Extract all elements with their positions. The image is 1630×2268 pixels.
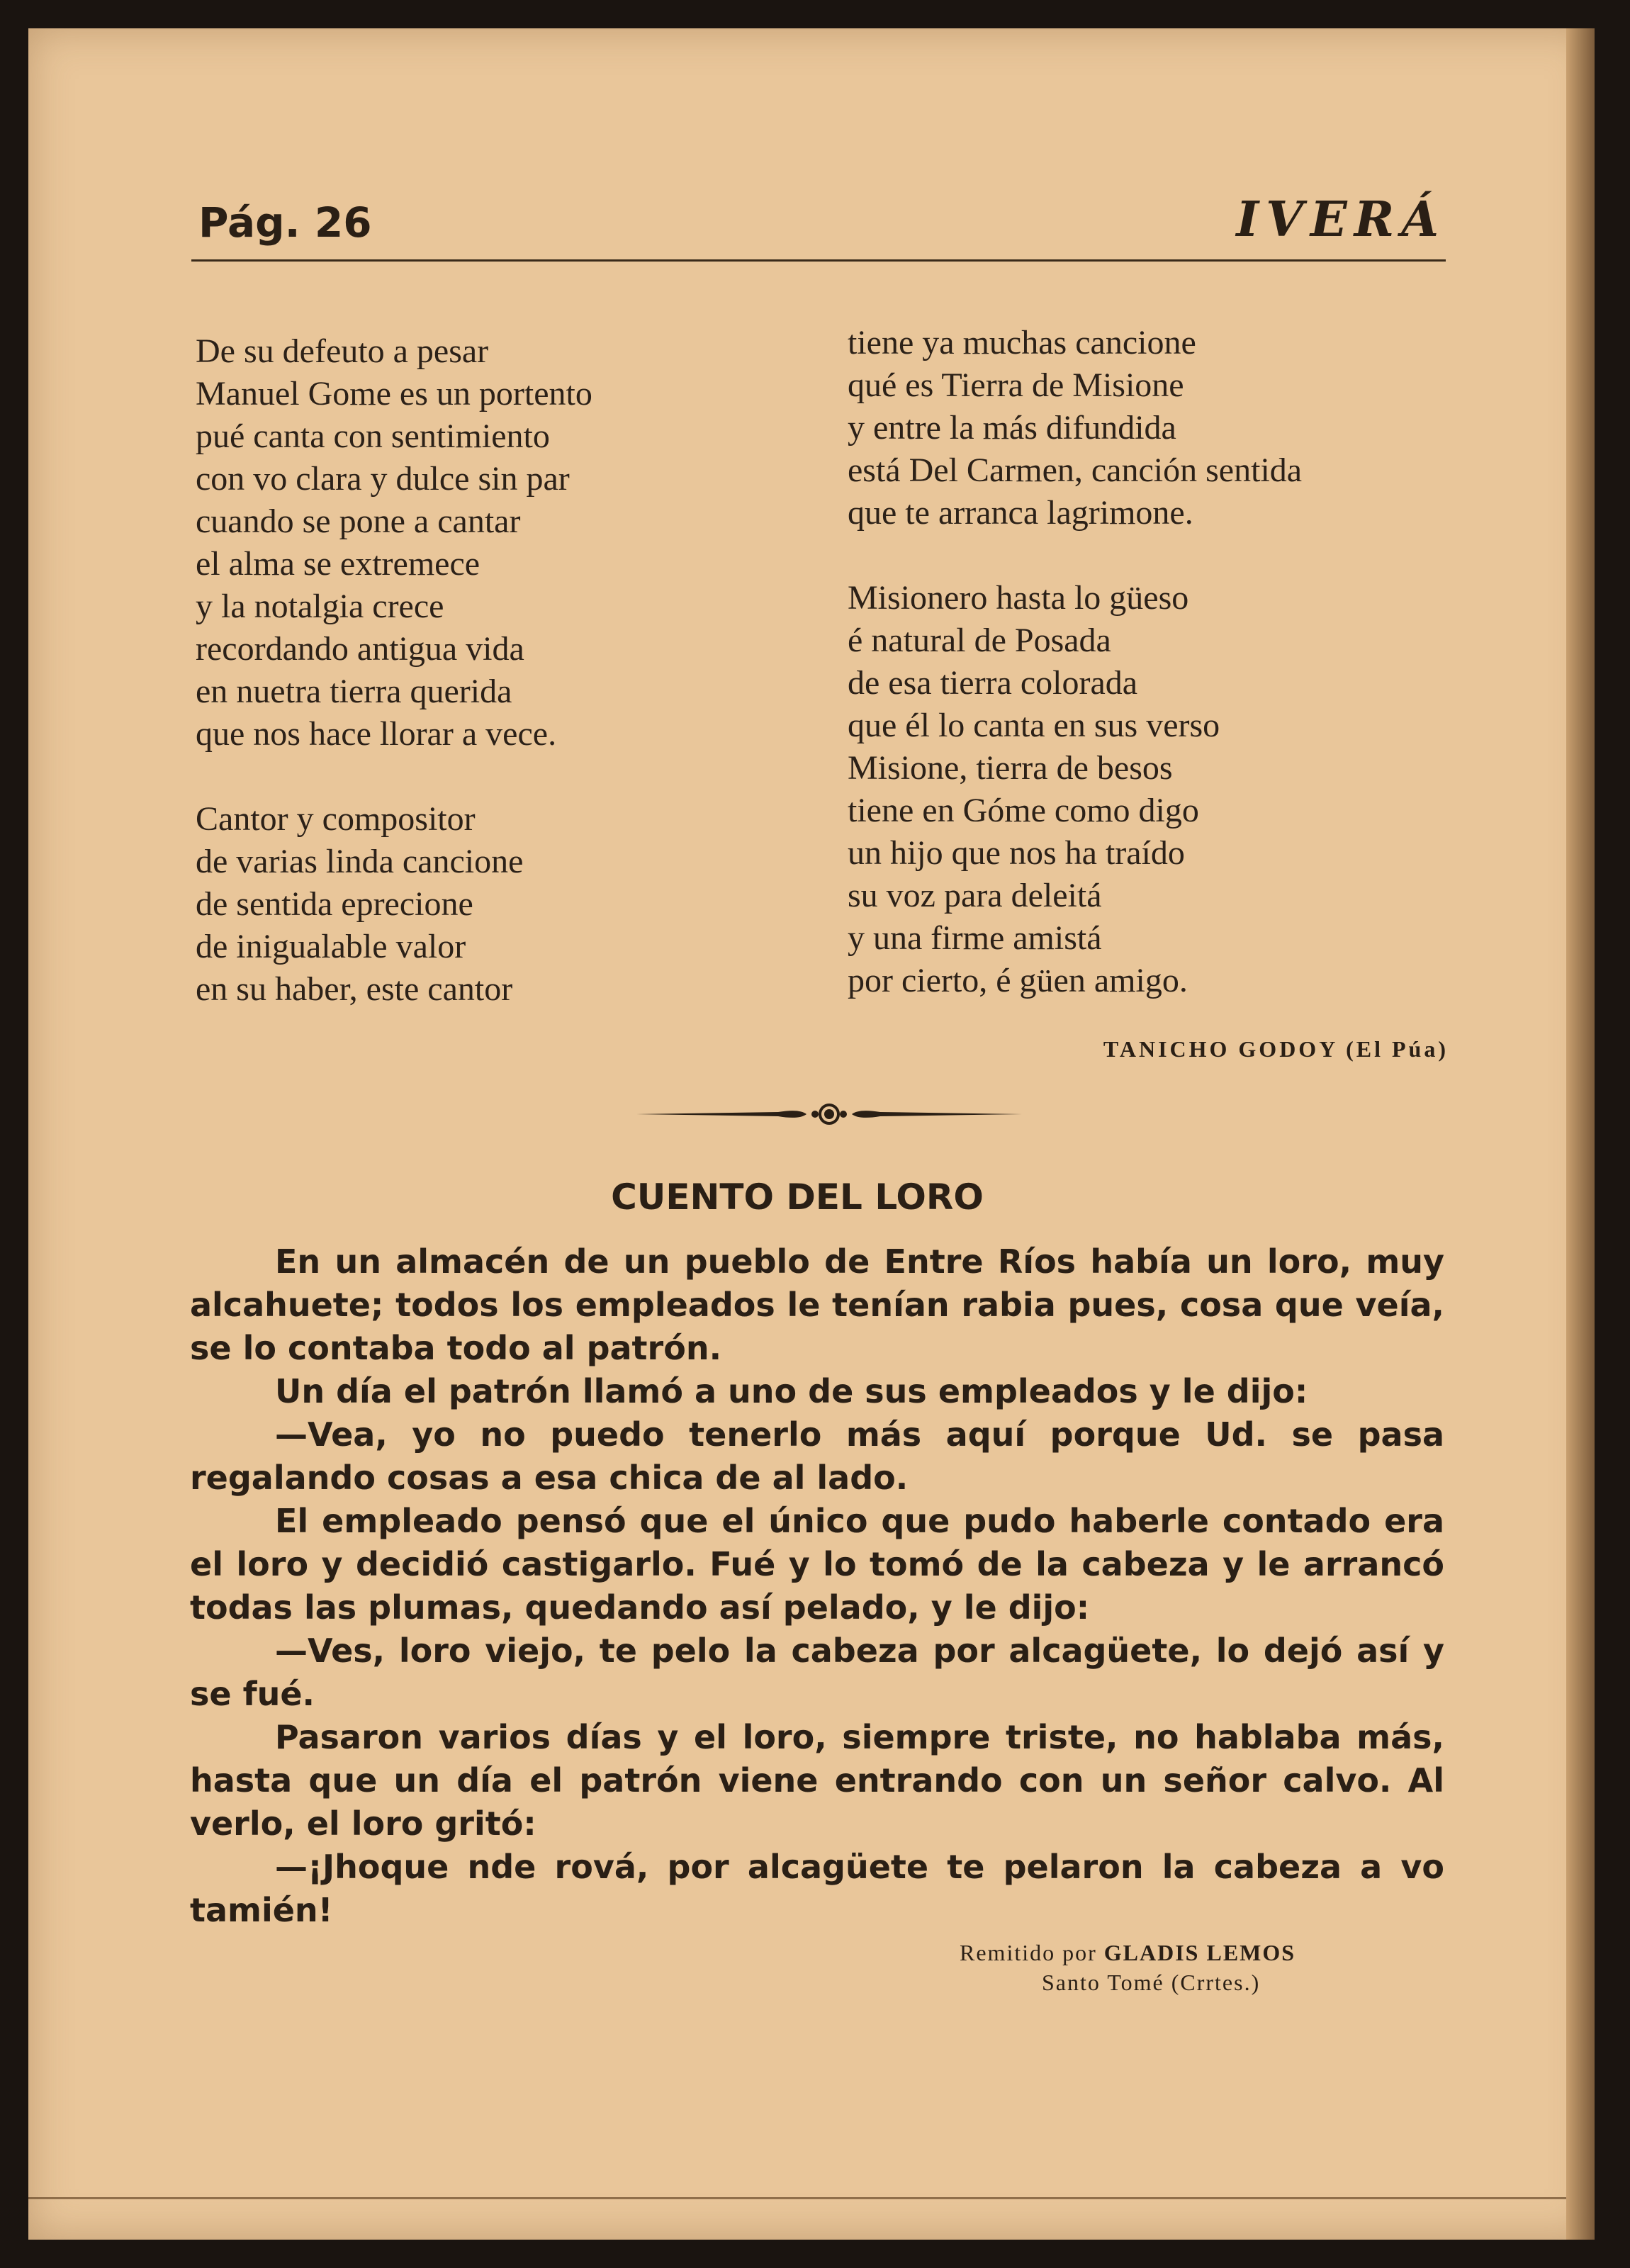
poem-line: con vo clara y dulce sin par: [196, 460, 570, 498]
story-paragraph: —¡Jhoque nde rová, por alcagüete te pelaron la cabeza a vo tamién!: [190, 1848, 1444, 1929]
poem-line: está Del Carmen, canción sentida: [848, 451, 1303, 489]
story-paragraph: Un día el patrón llamó a uno de sus empleados y le dijo:: [275, 1372, 1308, 1410]
poem-line: que él lo canta en sus verso: [848, 707, 1220, 744]
story-paragraph: En un almacén de un pueblo de Entre Ríos había un loro, muy alcahuete; todos los empleados le tenían rabia pues, cosa que veía, se lo contaba todo al patrón.: [190, 1242, 1444, 1367]
poem-line: y la notalgia crece: [196, 588, 444, 625]
poem-line: que te arranca lagrimone.: [848, 494, 1193, 532]
poem-line: un hijo que nos ha traído: [848, 834, 1185, 872]
poem-line: y entre la más difundida: [848, 409, 1176, 447]
poem-line: el alma se extremece: [196, 545, 480, 583]
poem-stanza: [196, 798, 734, 1011]
ornament-divider-icon: [636, 1100, 1022, 1128]
poem-line: por cierto, é güen amigo.: [848, 962, 1188, 999]
story-paragraph: Pasaron varios días y el loro, siempre triste, no hablaba más, hasta que un día el patrón viene entrando con un señor calvo. Al verlo, el loro gritó:: [190, 1718, 1444, 1843]
poem-stanza: [848, 322, 1457, 534]
page-bottom-edge: [28, 2197, 1566, 2199]
page-number: Pág. 26: [198, 198, 372, 247]
poem-line: Misione, tierra de besos: [848, 749, 1173, 787]
story-credit: [960, 1938, 1295, 1997]
poem-line: en nuetra tierra querida: [196, 673, 512, 710]
poem-right-column: [848, 322, 1457, 1045]
poem-line: de inigualable valor: [196, 928, 466, 965]
poem-line: tiene en Góme como digo: [848, 792, 1199, 829]
story-paragraph: El empleado pensó que el único que pudo haberle contado era el loro y decidió castigarlo. Fué y lo tomó de la cabeza y le arrancó todas las plumas, quedando así pelado, y le dijo:: [190, 1502, 1444, 1627]
poem-line: é natural de Posada: [848, 622, 1111, 659]
page-header: [170, 191, 1446, 255]
poem-line: recordando antigua vida: [196, 630, 524, 668]
poem-line: que nos hace llorar a vece.: [196, 715, 557, 753]
poem-line: y una firme amistá: [848, 919, 1102, 957]
story-paragraph: —Ves, loro viejo, te pelo la cabeza por alcagüete, lo dejó así y se fué.: [190, 1632, 1444, 1713]
poem-line: en su haber, este cantor: [196, 970, 513, 1008]
poem-line: su voz para deleitá: [848, 877, 1102, 914]
poem-line: pué canta con sentimiento: [196, 417, 550, 455]
poem-line: Manuel Gome es un portento: [196, 375, 592, 412]
page-spine: [1566, 28, 1595, 2240]
poem-line: Cantor y compositor: [196, 800, 476, 838]
credit-location: Santo Tomé (Crrtes.): [1042, 1970, 1261, 1995]
poem-line: de varias linda cancione: [196, 843, 524, 880]
poem-author: TANICHO GODOY (El Púa): [1103, 1036, 1449, 1062]
poem-stanza: [848, 577, 1457, 1002]
story-paragraph: —Vea, yo no puedo tenerlo más aquí porque Ud. se pasa regalando cosas a esa chica de al lado.: [190, 1415, 1444, 1497]
credit-name: GLADIS LEMOS: [1103, 1940, 1296, 1965]
header-rule: [191, 259, 1446, 262]
story-title: CUENTO DEL LORO: [611, 1177, 984, 1218]
credit-prefix: Remitido por: [960, 1940, 1097, 1965]
poem-line: cuando se pone a cantar: [196, 503, 521, 540]
poem-line: De su defeuto a pesar: [196, 332, 489, 370]
poem-line: Misionero hasta lo güeso: [848, 579, 1189, 617]
poem-line: de esa tierra colorada: [848, 664, 1138, 702]
poem-line: tiene ya muchas cancione: [848, 324, 1196, 361]
poem-line: qué es Tierra de Misione: [848, 366, 1184, 404]
poem-left-column: [196, 330, 734, 1053]
story-body: [190, 1240, 1444, 1932]
poem-line: de sentida eprecione: [196, 885, 473, 923]
magazine-title: IVERÁ: [1236, 191, 1446, 248]
poem-stanza: [196, 330, 734, 756]
